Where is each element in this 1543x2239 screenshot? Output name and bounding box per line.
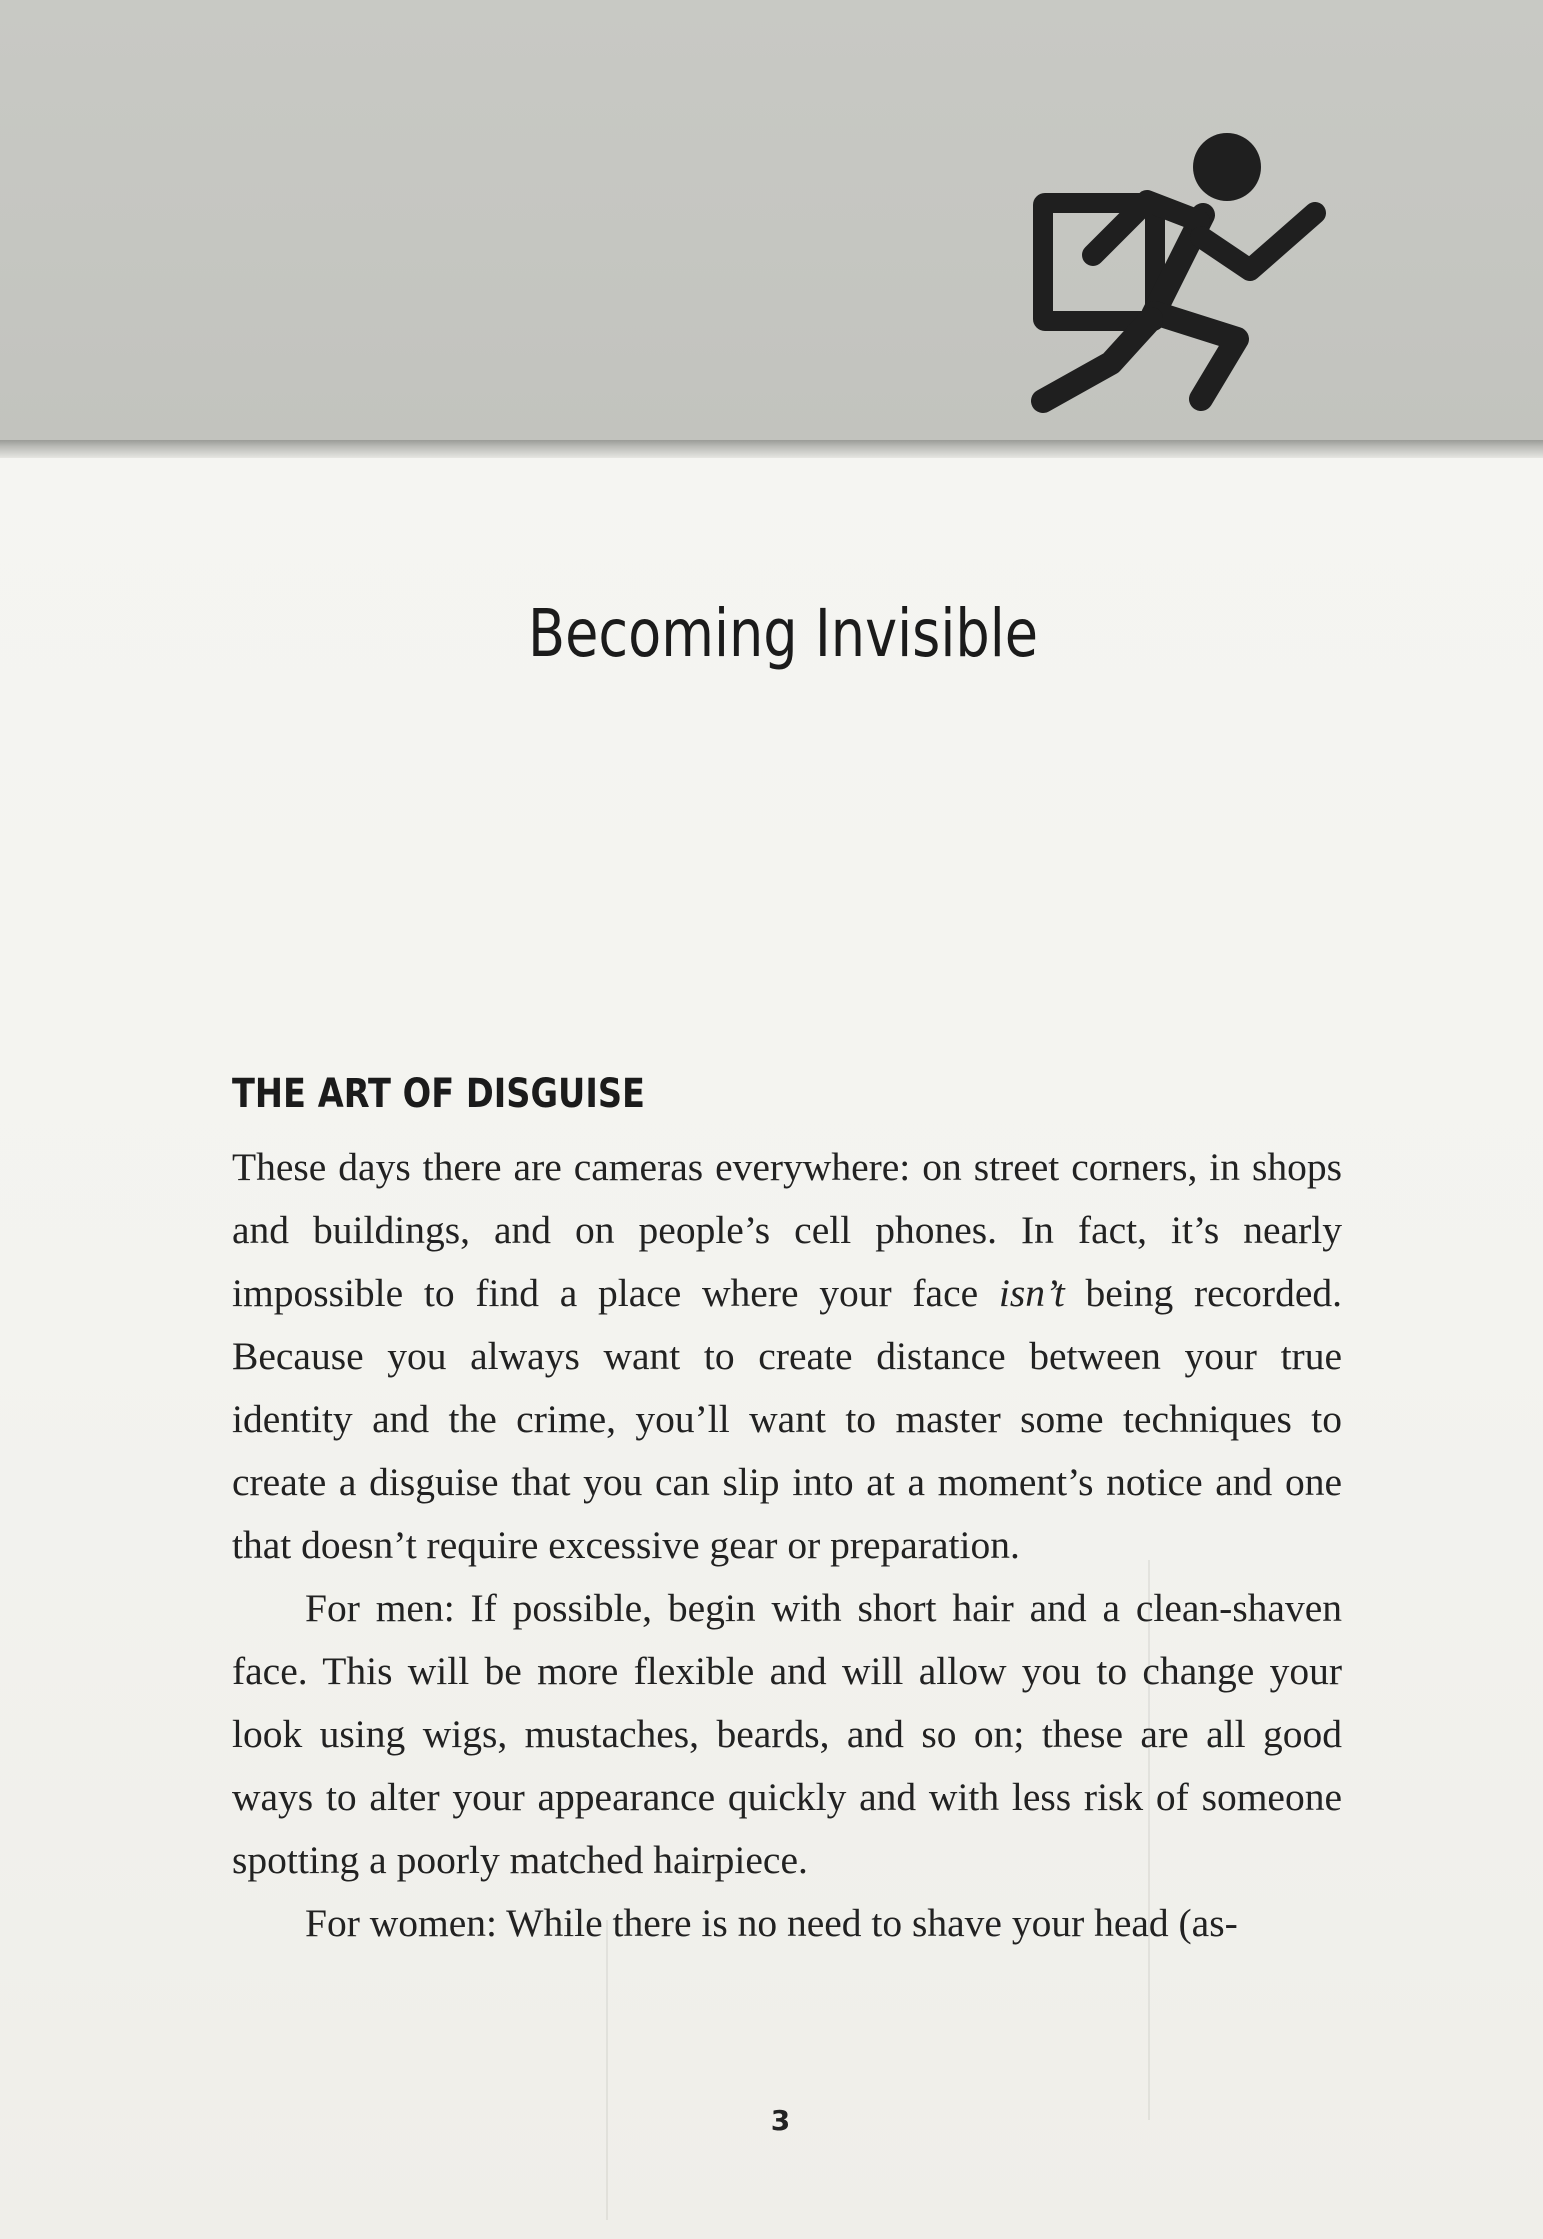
paragraph: For men: If possible, begin with short hair and a clean-shaven face. This will be more flexible and will allow you to change your look using wigs, mustaches, beards, and so on; these are all good ways to alter your appearance quickly and with less risk of someone spotting a poorly matched hairpiece. [232,1586,1342,1882]
running-person-with-box-icon [1015,125,1355,435]
paragraph-text: These days there are cameras everywhere: on street corners, in shops and buildings, and on people’s cell phones. In fact, it’s nearly impossible to find a place where your face [232,1145,1342,1315]
page-number: 3 [770,2104,791,2137]
section-heading: THE ART OF DISGUISE [232,1071,646,1117]
header-divider [0,440,1543,458]
running-person-with-box-icon-graphic [1015,125,1355,435]
scan-artifact [1148,1560,1150,2120]
scan-artifact [606,1920,608,2220]
body-text [232,1136,1342,1955]
paragraph [232,1136,1342,1577]
chapter-title: Becoming Invisible [527,595,1039,672]
paragraph: For women: While there is no need to shave your head (as- [305,1901,1238,1945]
emphasized-word: isn’t [998,1271,1065,1315]
paragraph-text: being recorded. Because you always want to create distance between your true identity and the crime, you’ll want to master some techniques to create a disguise that you can slip into at a moment’s notice and one that doesn’t require excessive gear or preparation. [232,1271,1342,1567]
